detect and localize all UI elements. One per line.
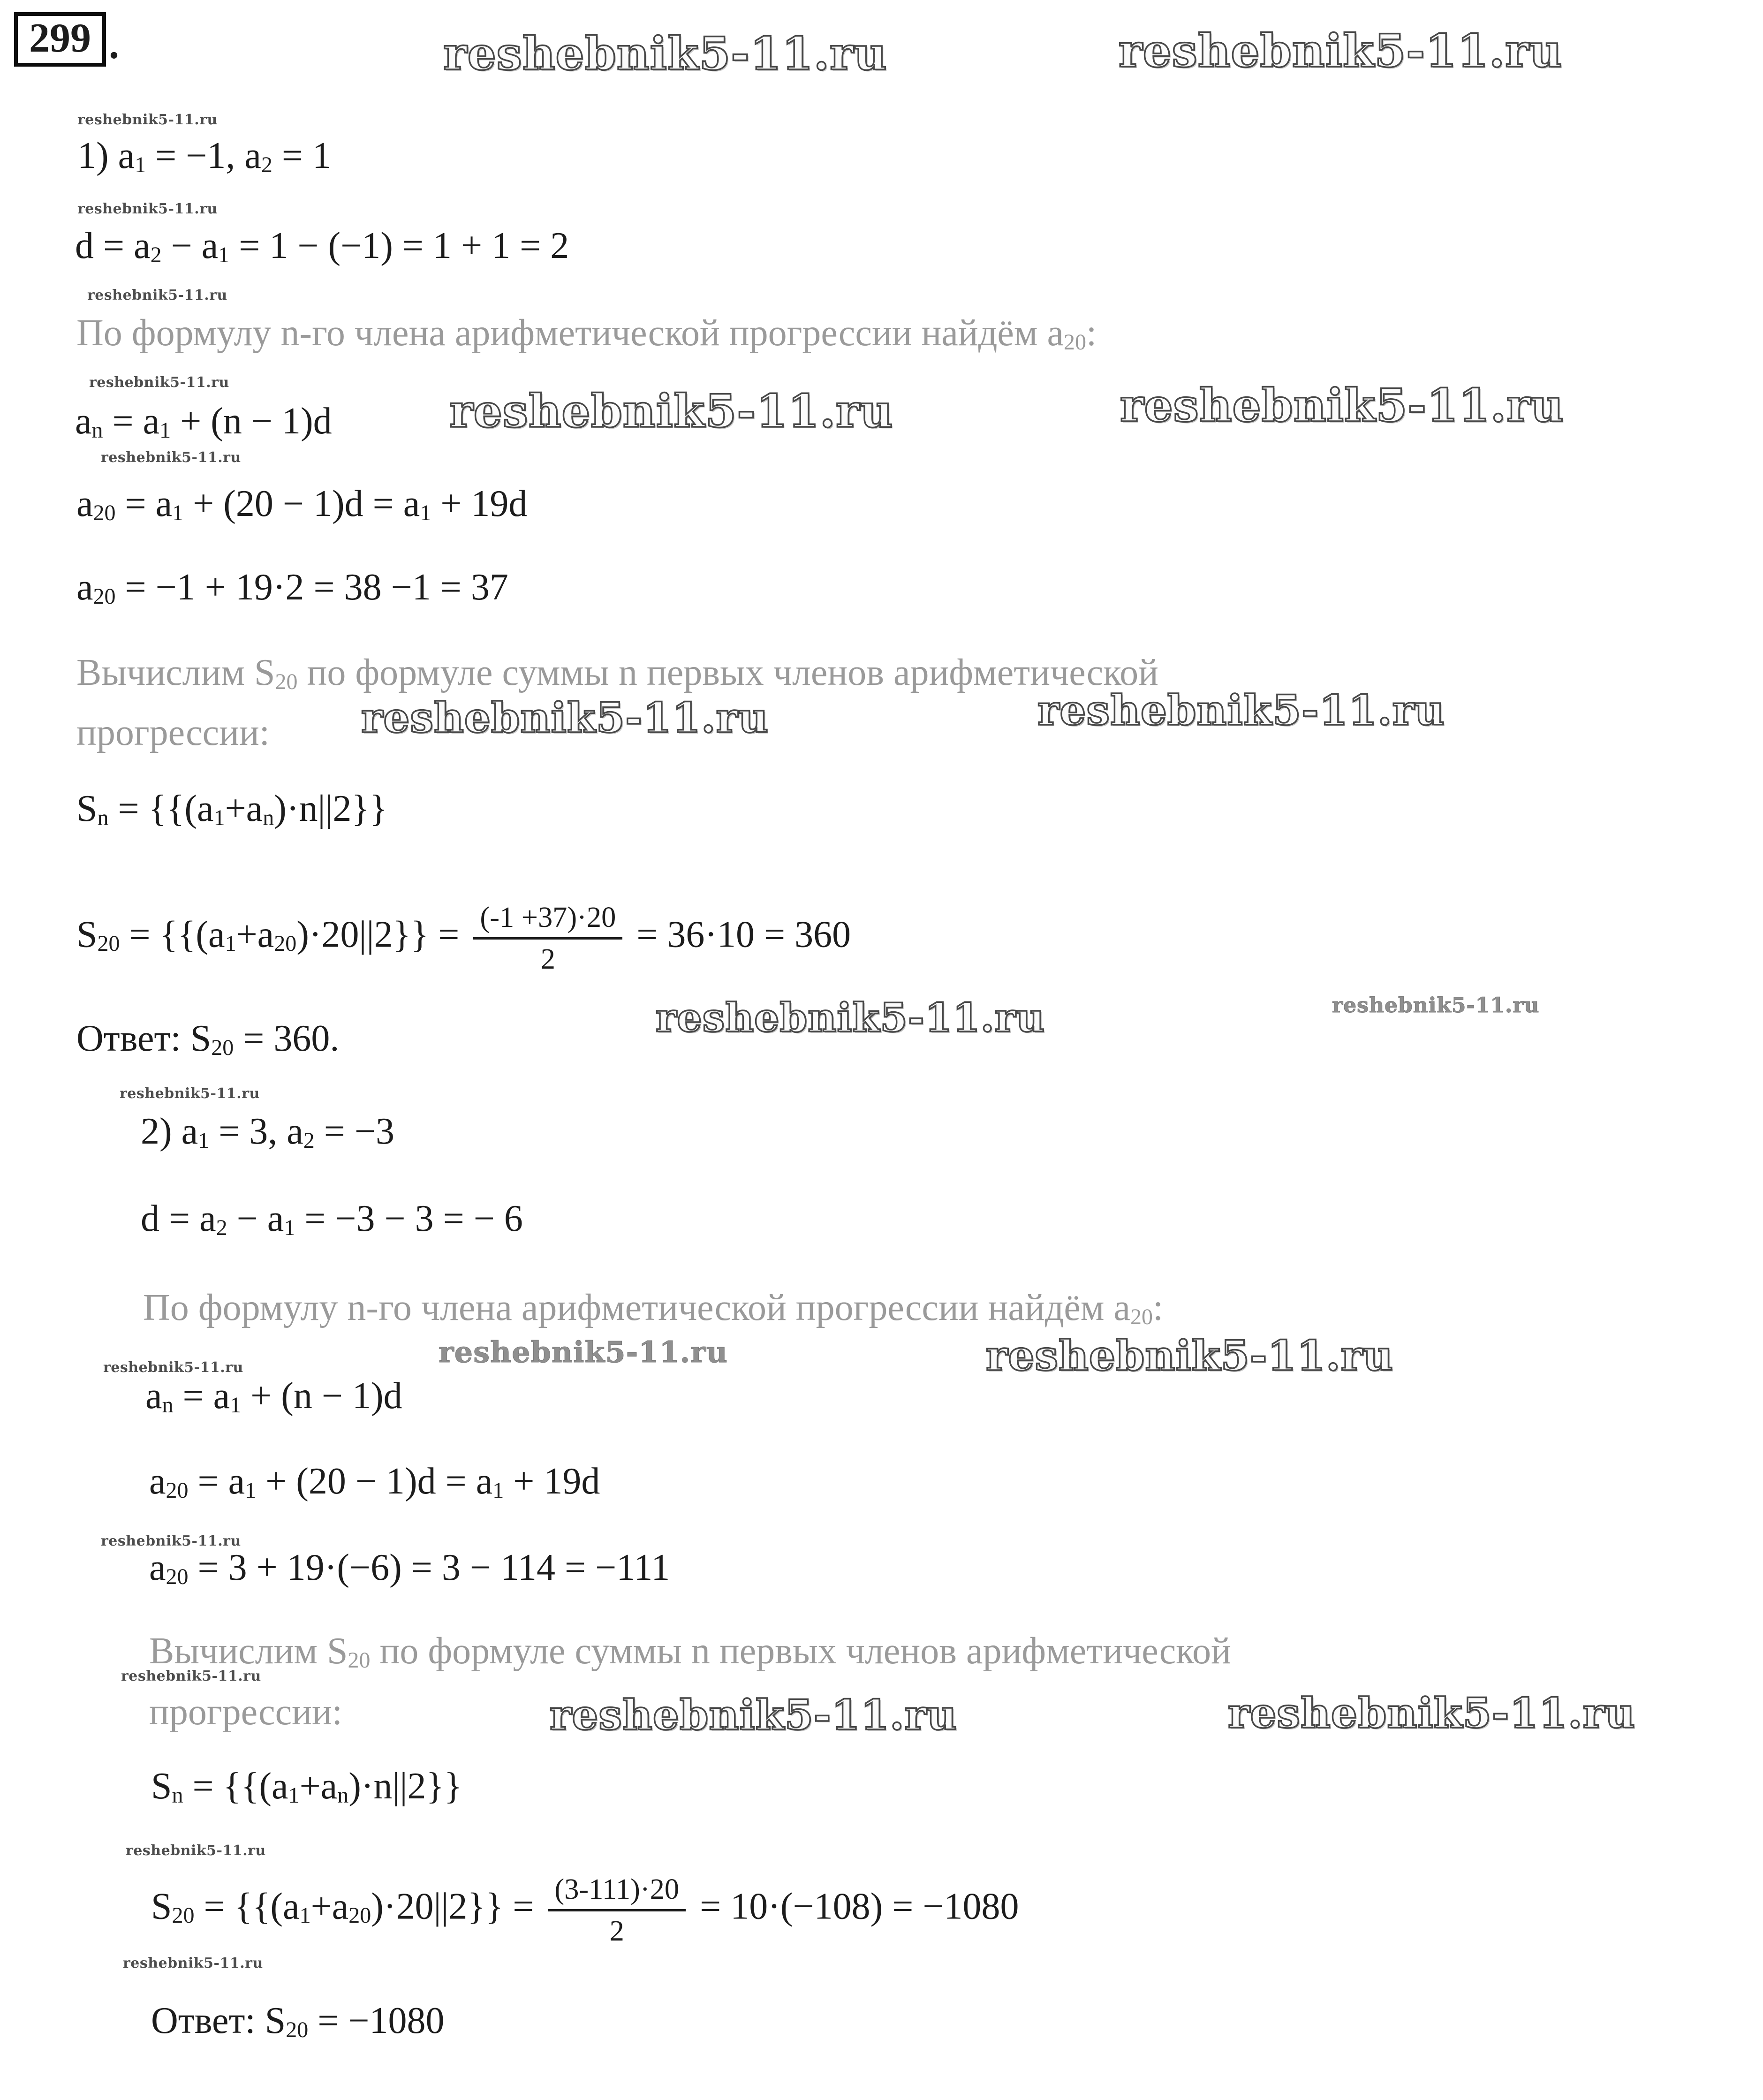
- problem-number-box: 299: [14, 12, 106, 67]
- watermark: reshebnik5-11.ru: [986, 1331, 1393, 1380]
- watermark: reshebnik5-11.ru: [101, 449, 241, 466]
- watermark: reshebnik5-11.ru: [126, 1842, 266, 1859]
- watermark: reshebnik5-11.ru: [77, 112, 218, 128]
- watermark: reshebnik5-11.ru: [656, 994, 1045, 1041]
- explanation-line: По формулу n-го члена арифметической прогрессии найдём $a_{20}$:: [76, 312, 1097, 355]
- step-line: $a_n = a_1 + (n - 1)d$: [145, 1375, 402, 1418]
- step-line: $a_n = a_1 + (n - 1)d$: [75, 401, 332, 443]
- watermark: reshebnik5-11.ru: [1120, 379, 1564, 432]
- explanation-line: прогрессии:: [76, 712, 270, 753]
- step-line: $a_{20} = a_1 + (20 - 1)d = a_1 + 19d$: [76, 483, 528, 525]
- watermark: reshebnik5-11.ru: [123, 1955, 263, 1971]
- explanation-line: Вычислим $S_{20}$ по формуле суммы n первых членов арифметической: [149, 1630, 1231, 1673]
- step-line: 2) $a_1 = 3$, $a_2 = -3$: [141, 1111, 395, 1153]
- watermark: reshebnik5-11.ru: [1037, 686, 1445, 735]
- fraction: $\frac{(-1 +37)\cdot 20}{2}$: [473, 901, 622, 976]
- answer-line: Ответ: $S_{20} = 360$.: [76, 1018, 340, 1060]
- fraction: $\frac{(3-111)\cdot 20}{2}$: [548, 1873, 686, 1948]
- watermark: reshebnik5-11.ru: [103, 1359, 243, 1376]
- watermark: reshebnik5-11.ru: [1119, 24, 1563, 77]
- watermark: reshebnik5-11.ru: [361, 693, 769, 742]
- step-line: $d = a_2 - a_1 = -3 - 3$ = − 6: [141, 1198, 523, 1240]
- watermark: reshebnik5-11.ru: [449, 385, 893, 438]
- watermark: reshebnik5-11.ru: [1228, 1689, 1635, 1737]
- step-line: $d = a_2 - a_1 = 1 - (-1) = 1 + 1 = 2$: [75, 225, 569, 267]
- watermark: reshebnik5-11.ru: [87, 287, 227, 303]
- watermark: reshebnik5-11.ru: [121, 1668, 261, 1684]
- explanation-line: По формулу n-го члена арифметической прогрессии найдём $a_{20}$:: [143, 1287, 1164, 1329]
- formula-line: $S_n = \{\{(a_1+a_n)\cdot n||2\}\}$: [151, 1766, 462, 1808]
- step-line: 1) $a_1 = -1$, $a_2 = 1$: [77, 135, 332, 177]
- step-line: $a_{20} = a_1 + (20 - 1)d = a_1 + 19d$: [149, 1461, 600, 1503]
- watermark: reshebnik5-11.ru: [77, 201, 218, 217]
- problem-number: [14, 12, 119, 67]
- step-line: $a_{20} = -1 + 19\cdot 2 = 38 -1 = 37$: [76, 567, 508, 609]
- explanation-line: Вычислим $S_{20}$ по формуле суммы n первых членов арифметической: [76, 652, 1158, 694]
- step-line: $a_{20} = 3 + 19\cdot(-6) = 3 - 114 = -111$: [149, 1547, 670, 1589]
- watermark: reshebnik5-11.ru: [89, 374, 229, 391]
- formula-line: $S_{20} = \{\{(a_1+a_{20})\cdot 20||2\}\}$ = $\frac{(-1 +37)\cdot 20}{2}$ = 36·10 = 360: [76, 901, 851, 975]
- explanation-line: прогрессии:: [149, 1691, 342, 1733]
- watermark: reshebnik5-11.ru: [1332, 993, 1540, 1017]
- problem-number-period: .: [109, 22, 119, 68]
- watermark: reshebnik5-11.ru: [439, 1335, 728, 1369]
- formula-line: $S_n = \{\{(a_1+a_n)\cdot n||2\}\}$: [76, 788, 388, 830]
- answer-line: Ответ: $S_{20} = -1080$: [151, 2000, 445, 2042]
- formula-line: $S_{20} = \{\{(a_1+a_{20})\cdot 20||2\}\}$ = $\frac{(3-111)\cdot 20}{2}$ = 10·(−108) = −1080: [151, 1873, 1019, 1947]
- watermark: reshebnik5-11.ru: [550, 1691, 957, 1739]
- watermark: reshebnik5-11.ru: [101, 1533, 241, 1549]
- watermark: reshebnik5-11.ru: [120, 1085, 260, 1102]
- watermark: reshebnik5-11.ru: [443, 27, 887, 80]
